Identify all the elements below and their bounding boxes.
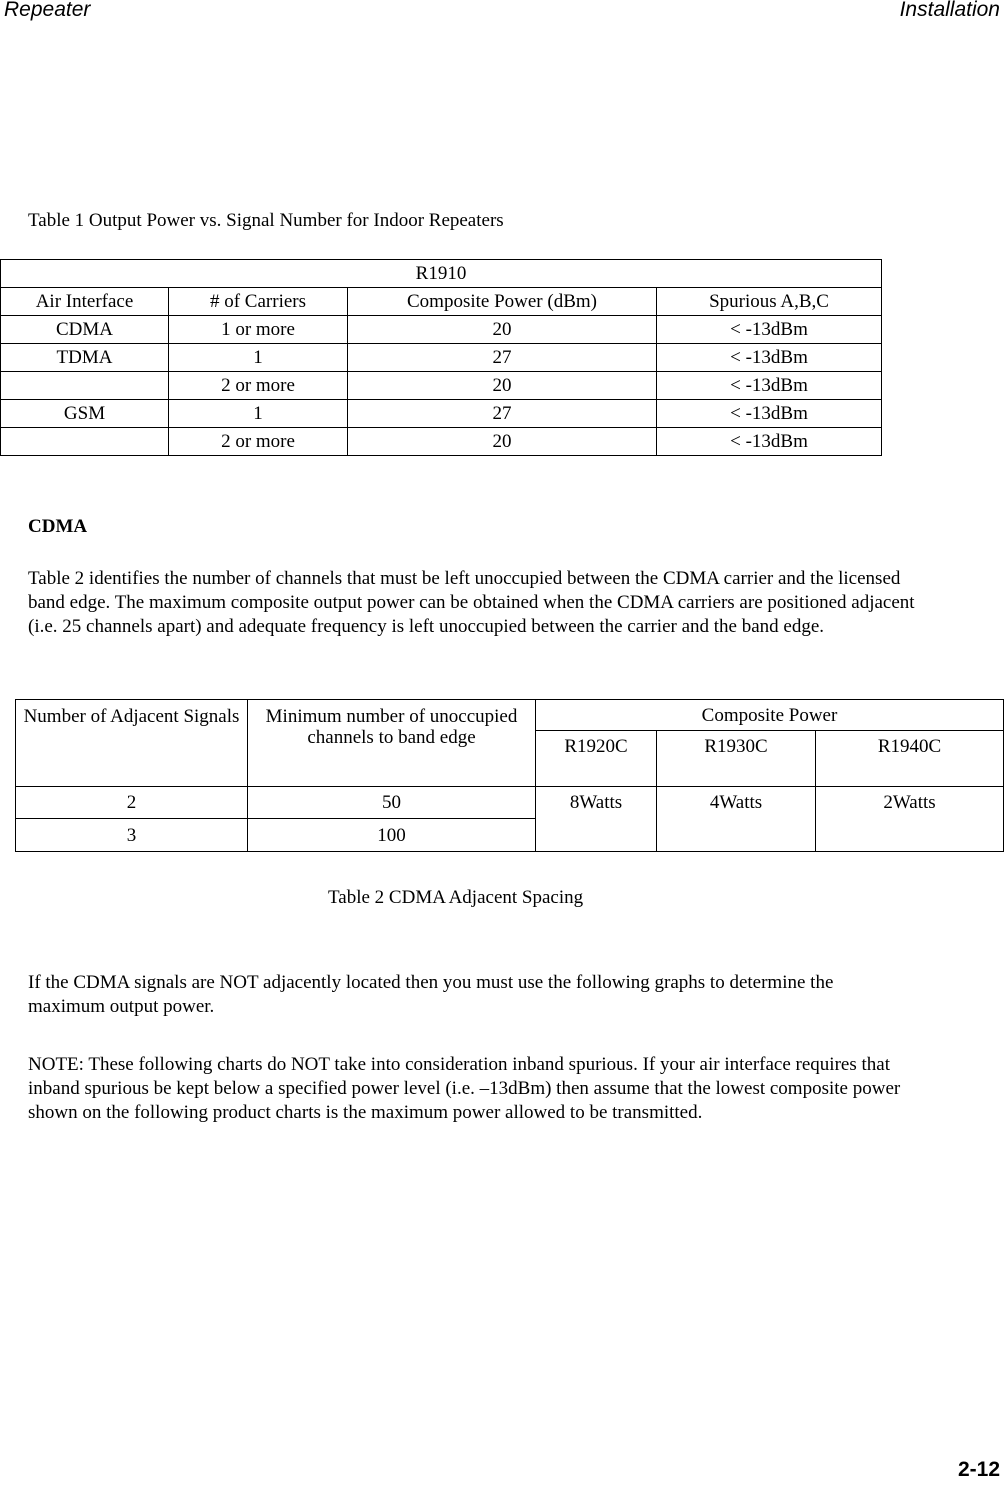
table1-header: Composite Power (dBm) xyxy=(348,288,657,316)
table2-col1-header: Number of Adjacent Signals xyxy=(16,700,248,787)
cell: TDMA xyxy=(1,344,169,372)
paragraph-2: If the CDMA signals are NOT adjacently located then you must use the following graphs to determine the maximum output power. xyxy=(28,972,834,1017)
table-row xyxy=(1,316,882,344)
cell xyxy=(1,428,169,456)
table1-caption: Table 1 Output Power vs. Signal Number for Indoor Repeaters xyxy=(28,210,504,231)
cell xyxy=(1,372,169,400)
cell: 20 xyxy=(348,372,657,400)
header-right: Installation xyxy=(899,0,1000,21)
cell: 8Watts xyxy=(536,787,657,852)
table2-caption: Table 2 CDMA Adjacent Spacing xyxy=(328,887,584,908)
cell: 1 or more xyxy=(169,316,348,344)
cell: GSM xyxy=(1,400,169,428)
table-row xyxy=(16,787,1004,819)
table2-model: R1930C xyxy=(657,731,816,787)
cell: < -13dBm xyxy=(657,372,882,400)
cell: 2 xyxy=(16,787,248,819)
table-row xyxy=(1,428,882,456)
cell: 20 xyxy=(348,428,657,456)
header-left: Repeater xyxy=(4,0,91,21)
table2-model: R1940C xyxy=(816,731,1004,787)
cell: < -13dBm xyxy=(657,344,882,372)
table1 xyxy=(0,259,882,456)
table1-header: # of Carriers xyxy=(169,288,348,316)
cell: 2 or more xyxy=(169,372,348,400)
table1-header: Spurious A,B,C xyxy=(657,288,882,316)
table1-model: R1910 xyxy=(1,260,882,288)
paragraph-1: Table 2 identifies the number of channels that must be left unoccupied between the CDMA carrier and the licensed band edge. The maximum composite output power can be obtained when the CDMA carriers are positioned adjacent (i.e. 25 channels apart) and adequate frequency is left unoccupied between the carrier and the band edge. xyxy=(28,568,915,637)
table2 xyxy=(15,699,1004,852)
cell: < -13dBm xyxy=(657,428,882,456)
cell: 100 xyxy=(248,819,536,852)
table2-group-header: Composite Power xyxy=(536,700,1004,731)
cell: CDMA xyxy=(1,316,169,344)
table-row xyxy=(1,372,882,400)
cell: < -13dBm xyxy=(657,316,882,344)
cell: 20 xyxy=(348,316,657,344)
section-title: CDMA xyxy=(28,516,88,537)
cell: 27 xyxy=(348,400,657,428)
cell: 2 or more xyxy=(169,428,348,456)
page-number: 2-12 xyxy=(957,1458,1000,1481)
cell: < -13dBm xyxy=(657,400,882,428)
paragraph-note: NOTE: These following charts do NOT take into consideration inband spurious. If your air interface requires that inband spurious be kept below a specified power level (i.e. –13dBm) then assume that the lowest composite power shown on the following product charts is the maximum power allowed to be transmitted. xyxy=(28,1054,901,1123)
cell: 2Watts xyxy=(816,787,1004,852)
cell: 1 xyxy=(169,344,348,372)
table2-col2-header: Minimum number of unoccupied channels to band edge xyxy=(248,700,536,787)
cell: 50 xyxy=(248,787,536,819)
cell: 3 xyxy=(16,819,248,852)
table-row xyxy=(1,400,882,428)
table1-header: Air Interface xyxy=(1,288,169,316)
cell: 27 xyxy=(348,344,657,372)
table-row xyxy=(1,344,882,372)
cell: 4Watts xyxy=(657,787,816,852)
table2-model: R1920C xyxy=(536,731,657,787)
cell: 1 xyxy=(169,400,348,428)
